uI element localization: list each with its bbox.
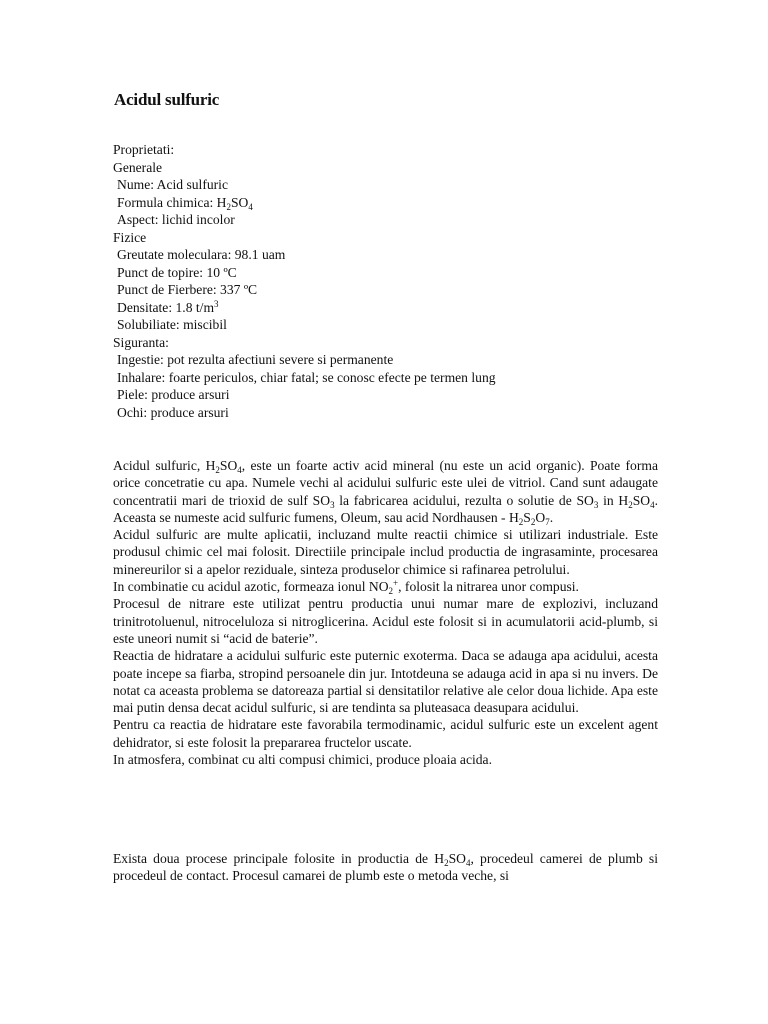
paragraph-hydration: Reactia de hidratare a acidului sulfuric este puternic exoterma. Daca se adauga apa acidului, acesta poate incepe sa fiarba, stropind persoanele din jur. Intotdeuna se adauga acid in apa si nu invers. De notat ca aceasta problema se datoreaza partial si densitatilor relative ale celor doua lichide. Apa este mai putin densa decat acidul sulfuric, si are tendinta sa pluteasaca deasupara acidului. xyxy=(113,648,658,716)
property-solubility: Solubiliate: miscibil xyxy=(117,317,227,332)
paragraph-production: Exista doua procese principale folosite in productia de $H_2SO_4$, procedeul camerei de plumb si procedeul de contact. Procesul camarei de plumb este o metoda veche, si xyxy=(113,851,659,884)
safety-eyes: Ochi: produce arsuri xyxy=(117,404,229,420)
physical-label: Fizice xyxy=(113,229,147,245)
safety-inhalation: Inhalare: foarte periculos, chiar fatal; se conosc efecte pe termen lung xyxy=(117,369,496,385)
safety-label: Siguranta: xyxy=(113,334,169,350)
paragraph-acid-rain: In atmosfera, combinat cu alti compusi chimici, produce ploaia acida. xyxy=(113,752,492,768)
properties-section xyxy=(113,141,673,421)
paragraph-intro: Acidul sulfuric, $H_2SO_4$, este un foarte activ acid mineral (nu este un acid organic). Poate forma orice concetratie cu apa. Numele vechi al acidului sulfuric este ulei de vitriol. Cand sunt adaugate concentratii mari de trioxid de sulf $SO_3$ la fabricarea acidului, rezulta o solutie de $SO_3$ in $H_2SO_4$. Aceasta se numeste acid sulfuric fumens, Oleum, sau acid Nordhausen - $H_2S_2O_7$. xyxy=(113,458,658,527)
property-molar-mass: Greutate moleculara: 98.1 uam xyxy=(117,247,286,262)
paragraph-nitration: Procesul de nitrare este utilizat pentru productia unui numar mare de explozivi, incluzand trinitrotoluenul, nitroceluloza si nitroglicerina. Acidul este folosit si in acumulatorii acid-plumb, si este uneori numit si “acid de baterie”. xyxy=(113,596,658,646)
document-title: Acidul sulfuric xyxy=(114,90,220,109)
general-label: Generale xyxy=(113,159,163,175)
property-aspect: Aspect: lichid incolor xyxy=(117,212,235,227)
property-melting-point: Punct de topire: 10 ºC xyxy=(117,264,237,280)
body-text-production xyxy=(113,850,658,885)
body-text xyxy=(113,457,658,768)
property-formula: Formula chimica: $H_2SO_4$ xyxy=(117,194,253,212)
properties-heading: Proprietati: xyxy=(113,142,175,157)
safety-ingestion: Ingestie: pot rezulta afectiuni severe si permanente xyxy=(117,352,394,367)
paragraph-nitric: In combinatie cu acidul azotic, formeaza ionul $NO_2^+$, folosit la nitrarea unor compusi. xyxy=(113,578,579,597)
property-name: Nume: Acid sulfuric xyxy=(117,177,228,192)
paragraph-dehydrator: Pentru ca reactia de hidratare este favorabila termodinamic, acidul sulfuric este un excelent agent dehidrator, si este folosit la prepararea fructelor uscate. xyxy=(113,717,658,750)
safety-skin: Piele: produce arsuri xyxy=(117,387,230,402)
paragraph-applications: Acidul sulfuric are multe aplicatii, incluzand multe reactii chimice si utilizari industriale. Este produsul chimic cel mai folosit. Directiile principale includ productia de ingrasaminte, procesarea minereurilor si a apelor reziduale, sinteza produselor chimice si rafinarea petrolului. xyxy=(113,527,658,577)
property-density: Densitate: 1.8 $t/m^3$ xyxy=(117,298,219,315)
property-boiling-point: Punct de Fierbere: 337 ºC xyxy=(117,282,258,297)
